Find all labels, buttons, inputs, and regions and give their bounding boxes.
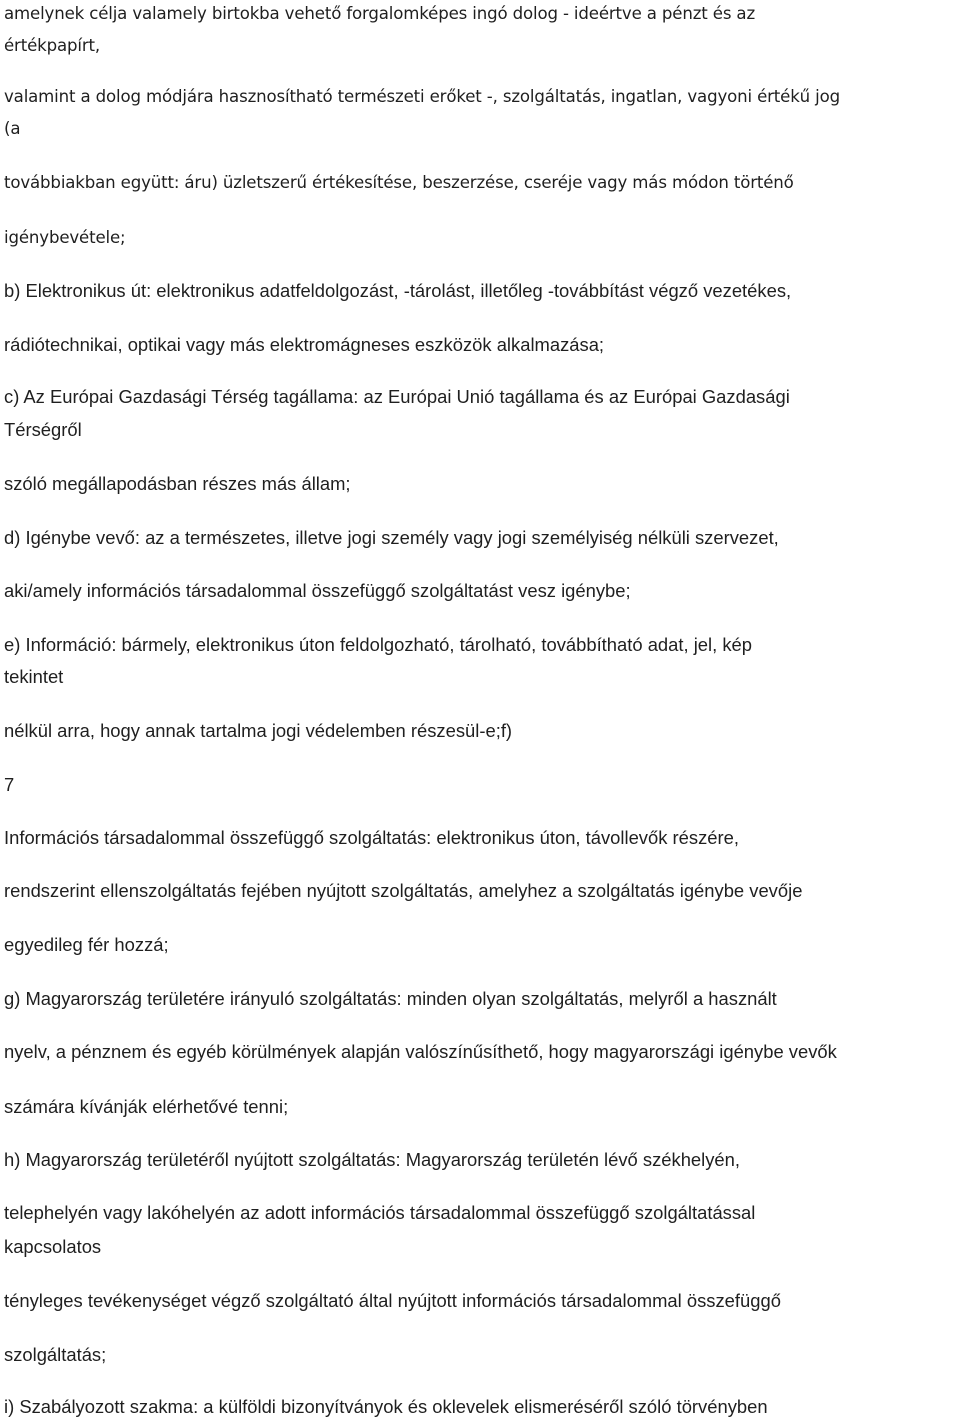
text-line: d) Igénybe vevő: az a természetes, illetve jogi személy vagy jogi személyiség nélküli szervezet, (4, 527, 779, 548)
text-line: e) Információ: bármely, elektronikus úton feldolgozható, tárolható, továbbítható adat, jel, kép (4, 634, 752, 655)
text-line: nyelv, a pénznem és egyéb körülmények alapján valószínűsíthető, hogy magyarországi igénybe vevők (4, 1041, 837, 1062)
text-line: i) Szabályozott szakma: a külföldi bizonyítványok és oklevelek elismeréséről szóló törvényben (4, 1396, 768, 1417)
text-line: amelynek célja valamely birtokba vehető forgalomképes ingó dolog - ideértve a pénzt és az (4, 4, 756, 23)
text-line: egyedileg fér hozzá; (4, 934, 169, 955)
text-line: Térségről (4, 419, 82, 440)
text-line: szóló megállapodásban részes más állam; (4, 473, 351, 494)
text-line: telephelyén vagy lakóhelyén az adott információs társadalommal összefüggő szolgáltatással (4, 1202, 756, 1223)
text-line: nélkül arra, hogy annak tartalma jogi védelemben részesül-e;f) (4, 720, 513, 741)
text-line: Információs társadalommal összefüggő szolgáltatás: elektronikus úton, távollevők részére, (4, 827, 739, 848)
text-line: h) Magyarország területéről nyújtott szolgáltatás: Magyarország területén lévő székhelyén, (4, 1149, 740, 1170)
text-line: számára kívánják elérhetővé tenni; (4, 1096, 289, 1117)
text-line: c) Az Európai Gazdasági Térség tagállama: az Európai Unió tagállama és az Európai Gazdasági (4, 386, 790, 407)
text-line: g) Magyarország területére irányuló szolgáltatás: minden olyan szolgáltatás, melyről a használt (4, 988, 777, 1009)
text-line: aki/amely információs társadalommal összefüggő szolgáltatást vesz igénybe; (4, 580, 631, 601)
text-line: (a (4, 119, 21, 138)
text-line: tekintet (4, 666, 64, 687)
page-number: 7 (4, 774, 15, 795)
text-line: rádiótechnikai, optikai vagy más elektromágneses eszközök alkalmazása; (4, 334, 605, 355)
text-line: valamint a dolog módjára hasznosítható természeti erőket -, szolgáltatás, ingatlan, vagyoni értékű jog (4, 87, 841, 106)
text-line: b) Elektronikus út: elektronikus adatfeldolgozást, -tárolást, illetőleg -továbbítást végző vezetékes, (4, 280, 792, 301)
text-line: szolgáltatás; (4, 1344, 107, 1365)
text-line: értékpapírt, (4, 36, 101, 55)
text-line: tényleges tevékenységet végző szolgáltató által nyújtott információs társadalommal összefüggő (4, 1290, 781, 1311)
text-line: kapcsolatos (4, 1236, 102, 1257)
text-line: továbbiakban együtt: áru) üzletszerű értékesítése, beszerzése, cseréje vagy más módon történő (4, 173, 794, 192)
text-line: rendszerint ellenszolgáltatás fejében nyújtott szolgáltatás, amelyhez a szolgáltatás igénybe vevője (4, 880, 803, 901)
text-line: igénybevétele; (4, 228, 126, 247)
